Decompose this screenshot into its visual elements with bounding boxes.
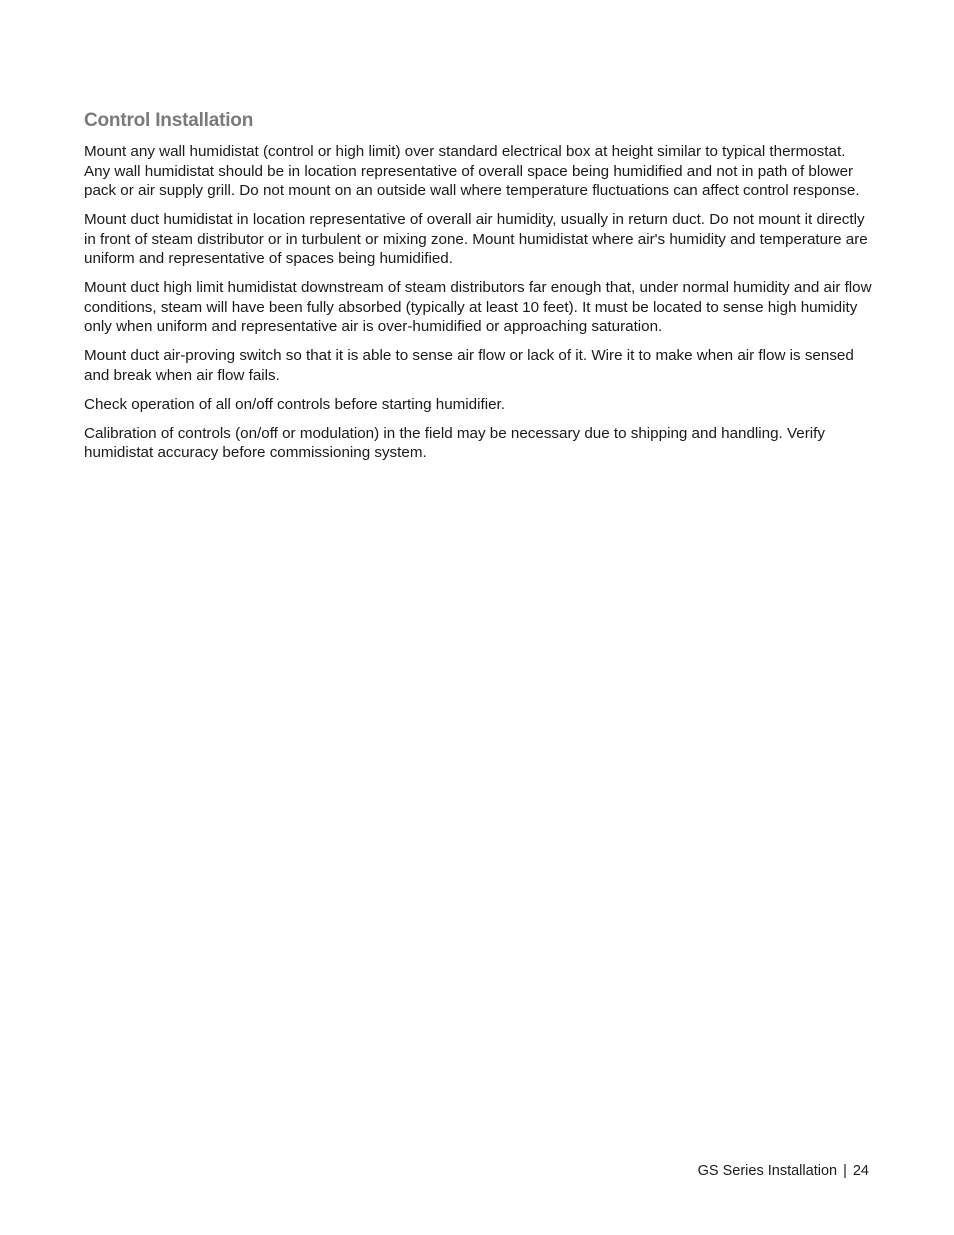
footer-separator: |: [843, 1163, 847, 1179]
page-footer: [698, 1161, 869, 1181]
paragraph-duct-humidistat: Mount duct humidistat in location representative of overall air humidity, usually in return duct. Do not mount it directly in front of steam distributor or in turbulent or mixing zone. Mount humidistat where air's humidity and temperature are uniform and representative of spaces being humidified.: [84, 211, 868, 267]
footer-doc-title: GS Series Installation: [697, 1163, 838, 1179]
paragraph-duct-high-limit: Mount duct high limit humidistat downstream of steam distributors far enough that, under normal humidity and air flow conditions, steam will have been fully absorbed (typically at least 10 feet). It must be located to sense high humidity only when uniform and representative air is over-humidified or approaching saturation.: [84, 279, 872, 335]
section-title: Control Installation: [84, 110, 254, 131]
paragraph-check-operation: Check operation of all on/off controls before starting humidifier.: [84, 395, 505, 413]
paragraph-wall-humidistat: Mount any wall humidistat (control or high limit) over standard electrical box at height similar to typical thermostat. Any wall humidistat should be in location representative of overall space being humidified and not in path of blower pack or air supply grill. Do not mount on an outside wall where temperature fluctuations can affect control response.: [84, 143, 860, 199]
paragraph-air-proving-switch: Mount duct air-proving switch so that it is able to sense air flow or lack of it. Wire it to make when air flow is sensed and break when air flow fails.: [84, 347, 854, 384]
paragraph-calibration: Calibration of controls (on/off or modulation) in the field may be necessary due to shipping and handling. Verify humidistat accuracy before commissioning system.: [84, 424, 825, 461]
main-content: [84, 108, 874, 472]
footer-page-number: 24: [852, 1163, 869, 1179]
